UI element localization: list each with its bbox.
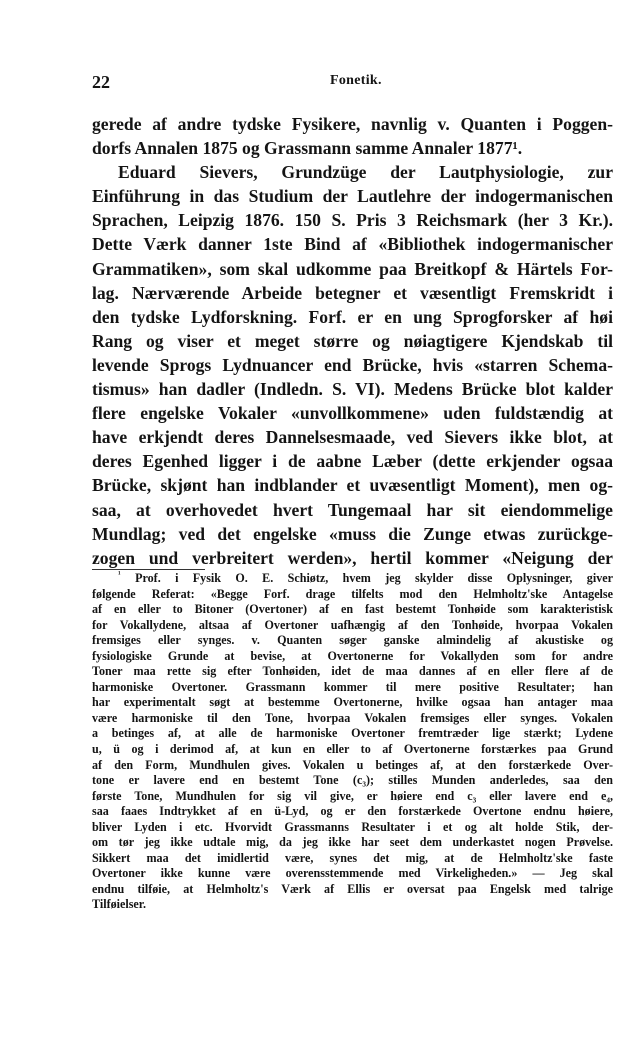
footnote-line: har experimentalt søgt at bestemme Overtonerne, hvilke ogsaa han antager maa bbox=[92, 695, 613, 710]
footnote-line: Toner maa rette sig efter Tonhøiden, idet de maa dannes af en eller flere af de bbox=[92, 664, 613, 679]
footnote-line: a betinges af, at alle de harmoniske Overtoner fremtræder lige stærkt; Lydene bbox=[92, 726, 613, 741]
text-line: Grammatiken», som skal udkomme paa Breitkopf & Härtels For- bbox=[92, 258, 613, 279]
text-line: Brücke, skjønt han indblander et uvæsentligt Moment), men og- bbox=[92, 475, 613, 496]
footnote-line: Tilføielser. bbox=[92, 897, 147, 912]
text-line: flere engelske Vokaler «unvollkommene» uden fuldstændig at bbox=[92, 403, 613, 424]
page-number: 22 bbox=[92, 72, 110, 92]
footnote-line: for Vokallydene, altsaa af Overtoner uafhængig af den Tonhøide, hvorpaa Vokalen bbox=[92, 617, 613, 632]
text-line: dorfs Annalen 1875 og Grassmann samme Annaler 1877¹. bbox=[92, 138, 523, 159]
text-line: levende Sprogs Lydnuancer end Brücke, hvis «starren Schema- bbox=[92, 354, 613, 375]
footnote-line: være harmoniske til den Tone, hvorpaa Vokalen fremsiges eller synges. Vokalen bbox=[92, 710, 613, 725]
page-header bbox=[92, 70, 612, 96]
text-line: Dette Værk danner 1ste Bind af «Bibliothek indogermanischer bbox=[92, 234, 613, 255]
text-line: gerede af andre tydske Fysikere, navnlig v. Quanten i Poggen- bbox=[92, 114, 613, 134]
footnote-line: saa faaes Indtrykket af en ü-Lyd, og er den forstærkede Overtone endnu høiere, bbox=[92, 804, 613, 819]
footnote-line: fremsiges eller synges. v. Quanten søger ganske almindelig af akustiske og bbox=[92, 633, 613, 648]
footnote-line: af en eller to Bitoner (Overtoner) af en fast bestemt Tonhøide som karakteristisk bbox=[92, 602, 613, 617]
footnote-line: fysiologiske Grunde at bevise, at Overtonerne for Vokallyden som for andre bbox=[92, 648, 613, 663]
text-line: den tydske Lydforskning. Forf. er en ung Sprogforsker af høi bbox=[92, 306, 613, 327]
text-line: Mundlag; ved det engelske «muss die Zunge etwas zurückge- bbox=[92, 523, 613, 544]
footnote-line: af den Form, Mundhulen gives. Vokalen u betinges af, at den forstærkede Over- bbox=[92, 757, 613, 772]
running-title: Fonetik. bbox=[330, 73, 382, 88]
text-line: Sprachen, Leipzig 1876. 150 S. Pris 3 Reichsmark (her 3 Kr.). bbox=[92, 210, 613, 231]
footnote-line: Overtoner ikke kunne være overensstemmende med Virkeligheden.» — Jeg skal bbox=[92, 866, 613, 881]
footnote-line: bliver Lyden i etc. Hvorvidt Grassmanns Resultater i et og alt holde Stik, der- bbox=[92, 819, 613, 834]
footnote-line: første Tone, Mundhulen for sig vil give, er høiere end c₃ eller lavere end e₄, bbox=[92, 788, 613, 803]
footnote-line: u, ü og i derimod af, at kun en eller to af Overtonerne forstærkes paa Grund bbox=[92, 742, 613, 757]
footnote-separator bbox=[92, 569, 205, 570]
footnote-line: følgende Referat: «Begge Forf. drage tilfelts mod den Helmholtz'ske Antagelse bbox=[92, 586, 613, 601]
footnote-line: tone er lavere end en bestemt Tone (c₃); stilles Munden anderledes, saa den bbox=[92, 773, 613, 788]
text-line: deres Egenhed ligger i de aabne Læber (dette erkjender ogsaa bbox=[92, 451, 613, 472]
footnote-line: harmoniske Overtoner. Grassmann kommer til mere positive Resultater; han bbox=[92, 679, 613, 694]
text-line: zogen und verbreitert werden», hertil kommer «Neigung der bbox=[92, 547, 613, 568]
main-text bbox=[92, 112, 613, 570]
text-line: Eduard Sievers, Grundzüge der Lautphysiologie, zur bbox=[118, 162, 613, 183]
footnote-line: om tør jeg ikke udtale mig, da jeg ikke har seet dem underkastet nogen Prøvelse. bbox=[92, 835, 613, 850]
text-line: saa, at overhovedet hvert Tungemaal har sit eiendommelige bbox=[92, 499, 613, 520]
footnote-marker: ¹ bbox=[118, 568, 121, 579]
text-line: Rang og viser et meget større og nøiagtigere Kjendskab til bbox=[92, 330, 613, 351]
text-line: Einführung in das Studium der Lautlehre der indogermanischen bbox=[92, 186, 613, 207]
text-line: have erkjendt deres Dannelsesmaade, ved Sievers ikke blot, at bbox=[92, 427, 613, 448]
footnote-line bbox=[92, 568, 613, 587]
footnote-line-text: Prof. i Fysik O. E. Schiøtz, hvem jeg skylder disse Oplysninger, giver bbox=[135, 571, 613, 585]
footnote bbox=[92, 568, 613, 913]
footnote-line: endnu tilføie, at Helmholtz's Værk af Ellis er oversat paa Engelsk med talrige bbox=[92, 881, 613, 896]
footnote-line: Sikkert maa det imidlertid være, synes det mig, at de Helmholtz'ske faste bbox=[92, 850, 613, 865]
text-line: lag. Nærværende Arbeide betegner et væsentligt Fremskridt i bbox=[92, 282, 613, 303]
text-line: tismus» han dadler (Indledn. S. VI). Medens Brücke blot kalder bbox=[92, 379, 613, 400]
